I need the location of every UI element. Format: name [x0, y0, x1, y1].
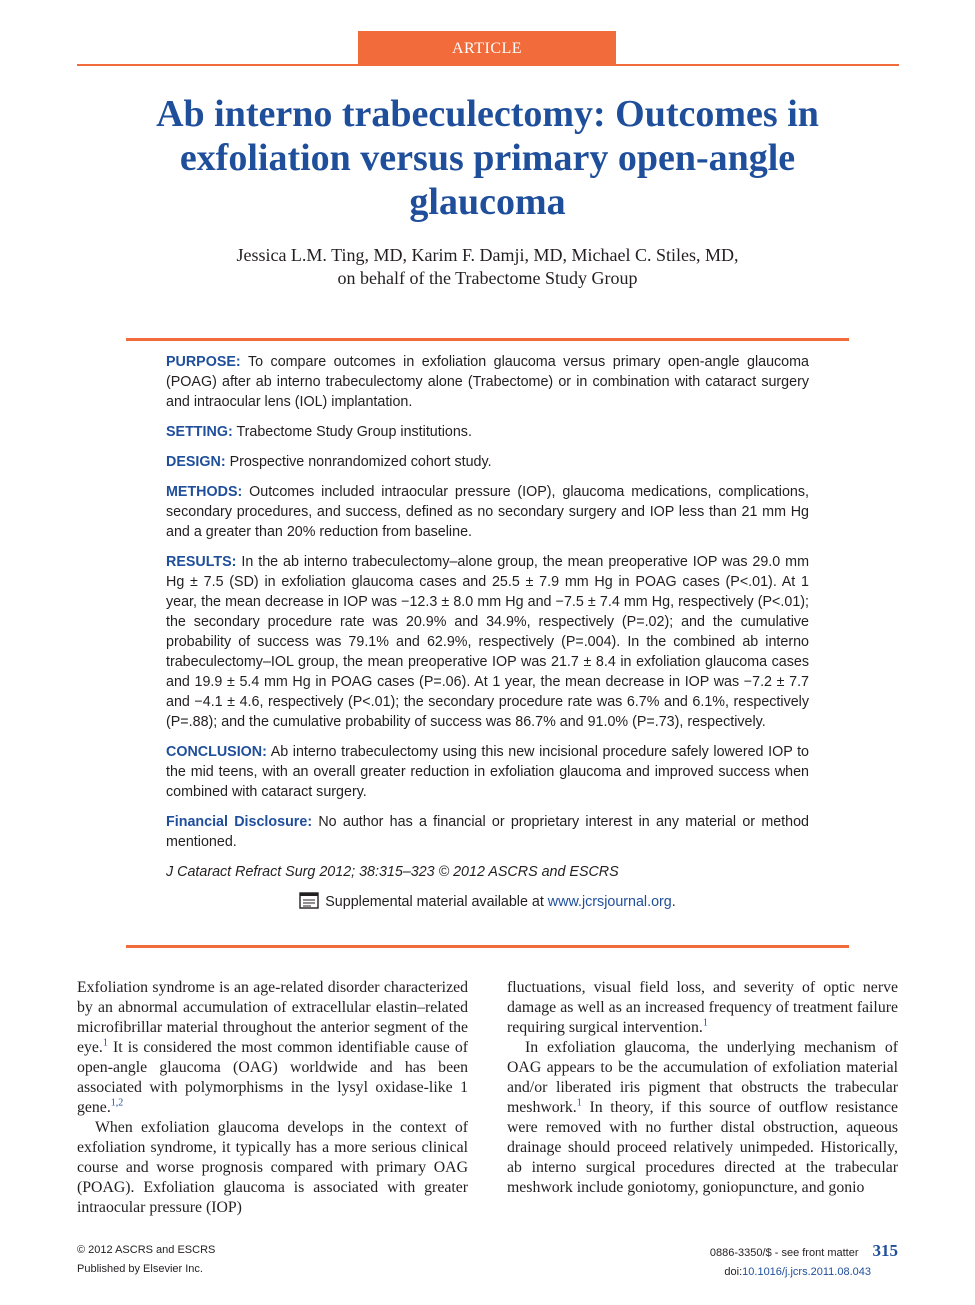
abstract-bottom-rule [126, 945, 849, 948]
methods-label: METHODS: [166, 484, 243, 500]
disclosure-text: No author has a financial or proprietary interest in any material or method mentioned. [166, 814, 810, 850]
conclusion-label: CONCLUSION: [166, 744, 267, 760]
setting-text: Trabectome Study Group institutions. [236, 424, 472, 440]
results-text: In the ab interno trabeculectomy–alone group, the mean preoperative IOP was 29.0 mm Hg ± 7.5 (SD) in exfoliation glaucoma cases and 25.5 ± 7.9 mm Hg in POAG cases (P<.01). At 1 year, the mean decrease in IOP was −12.3 ± 8.0 mm Hg and −7.5 ± 7.4 mm Hg, respectively (P<.01); the secondary procedure rate was 20.9% and 34.9%, respectively (P=.02); and the cumulative probability of success was 79.1% and 62.9%, respectively (P=.004). In the combined ab interno trabeculectomy–IOL group, the mean preoperative IOP was 21.7 ± 8.4 in exfoliation glaucoma cases and 19.9 ± 5.4 mm Hg in POAG cases (P=.06). At 1 year, the mean decrease in IOP was −7.2 ± 7.7 and −4.1 ± 4.6, respectively (P<.01); the secondary procedure rate was 6.7% and 6.1%, respectively (P=.88); and the cumulative probability of success was 86.7% and 91.0% (P=.73), respectively. [166, 554, 809, 730]
body-paragraph: When exfoliation glaucoma develops in the context of exfoliation syndrome, it typically has a more serious clinical course and worse prognosis compared with primary OAG (POAG). Exfoliation glaucoma is associated with greater intraocular pressure (IOP) [77, 1119, 468, 1216]
abstract-top-rule [126, 338, 849, 341]
disclosure-label: Financial Disclosure: [166, 814, 313, 830]
supplemental-note [166, 892, 809, 915]
reference-marker[interactable]: 1 [702, 1017, 708, 1029]
journal-website-link[interactable]: www.jcrsjournal.org [547, 894, 672, 910]
citation: J Cataract Refract Surg 2012; 38:315–323 © 2012 ASCRS and ESCRS [166, 864, 619, 880]
supplemental-text: Supplemental material available at [325, 894, 544, 910]
footer-doi-line [710, 1263, 871, 1282]
purpose-text: To compare outcomes in exfoliation glaucoma versus primary open-angle glaucoma (POAG) after ab interno trabeculectomy alone (Trabectome) or in combination with cataract surgery and intraocular lens (IOL) implantation. [166, 354, 809, 410]
reference-marker[interactable]: 1 [102, 1037, 108, 1049]
purpose-label: PURPOSE: [166, 354, 241, 370]
article-title: Ab interno trabeculectomy: Outcomes in exfoliation versus primary open-angle glaucoma [156, 93, 819, 223]
body-text: Exfoliation syndrome is an age-related disorder characterized by an abnormal accumulation of extracellular elastin–related microfibrillar material throughout the anterior segment of the eye. [77, 979, 468, 1056]
page-number: 315 [872, 1241, 898, 1260]
body-paragraph [77, 978, 468, 1118]
methods-text: Outcomes included intraocular pressure (IOP), glaucoma medications, complications, secondary procedures, and success, defined as no secondary surgery and IOP less than 21 mm Hg and a greater than 20% reduction from baseline. [166, 484, 809, 540]
footer-copyright: © 2012 ASCRS and ESCRS [77, 1244, 216, 1256]
author-names: Jessica L.M. Ting, MD, Karim F. Damji, MD, Michael C. Stiles, MD, [236, 245, 739, 265]
abstract-conclusion [166, 742, 809, 802]
setting-label: SETTING: [166, 424, 233, 440]
conclusion-text: Ab interno trabeculectomy using this new incisional procedure safely lowered IOP to the mid teens, with an overall greater reduction in exfoliation glaucoma and improved success when combined with cataract surgery. [166, 744, 809, 800]
header-divider [77, 64, 899, 66]
body-paragraph [507, 1038, 898, 1198]
body-text: fluctuations, visual field loss, and severity of optic nerve damage as well as an increased frequency of treatment failure requiring surgical intervention. [507, 979, 898, 1036]
body-text: In theory, if this source of outflow resistance were removed with no further distal obstruction, aqueous drainage should proceed relatively unimpeded. Historically, ab interno surgical procedures directed at the trabecular meshwork include goniotomy, goniopuncture, and gonio [507, 1099, 898, 1196]
design-text: Prospective nonrandomized cohort study. [229, 454, 492, 470]
abstract-disclosure [166, 812, 809, 852]
footer-publisher: Published by Elsevier Inc. [77, 1263, 203, 1275]
abstract-setting [166, 422, 809, 442]
body-column-left [77, 978, 468, 1218]
abstract-results [166, 552, 809, 732]
footer-left [77, 1241, 215, 1279]
footer-right [710, 1241, 898, 1282]
body-paragraph [507, 978, 898, 1038]
author-list [120, 244, 855, 290]
footer-issn: 0886-3350/$ - see front matter [709, 1247, 859, 1259]
footer-issn-line [710, 1241, 898, 1263]
body-text: It is considered the most common identifiable cause of open-angle glaucoma (OAG) worldwide and has been associated with polymorphisms in the lysyl oxidase-like 1 gene. [77, 1039, 468, 1116]
body-text: In exfoliation glaucoma, the underlying mechanism of OAG appears to be the accumulation of exfoliation material and/or liberated iris pigment that obstructs the trabecular meshwork. [507, 1039, 898, 1116]
author-group: on behalf of the Trabectome Study Group [337, 268, 638, 288]
abstract-purpose [166, 352, 809, 412]
doi-link[interactable]: 10.1016/j.jcrs.2011.08.043 [742, 1266, 871, 1278]
supplemental-end: . [671, 894, 676, 910]
abstract-design [166, 452, 809, 472]
design-label: DESIGN: [166, 454, 226, 470]
body-column-right [507, 978, 898, 1198]
doi-label: doi: [724, 1266, 743, 1278]
abstract [166, 352, 809, 915]
supplemental-material-icon [299, 892, 319, 915]
abstract-methods [166, 482, 809, 542]
reference-marker[interactable]: 1,2 [110, 1097, 124, 1109]
reference-marker[interactable]: 1 [576, 1097, 582, 1109]
article-section-tab: ARTICLE [358, 31, 616, 65]
results-label: RESULTS: [166, 554, 237, 570]
